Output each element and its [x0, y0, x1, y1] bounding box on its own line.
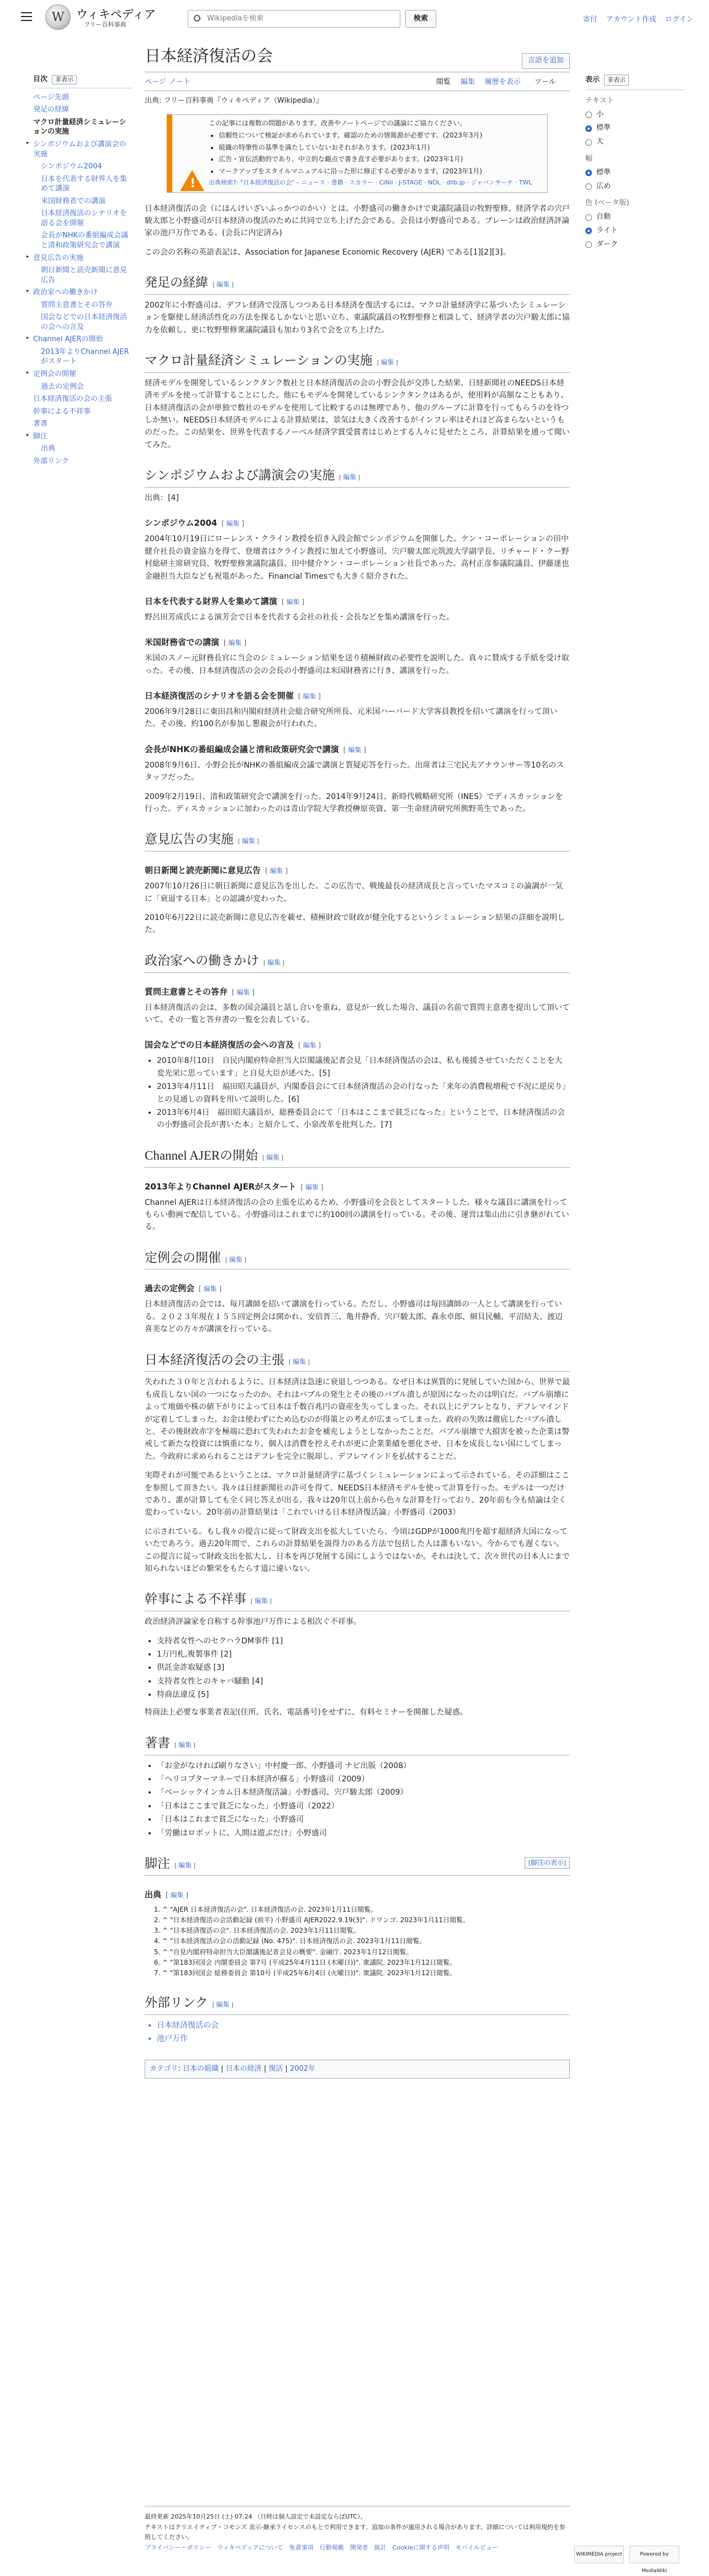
list-item: • 「労働はロボットに、人間は遊ぶだけ」小野盛司 — [157, 1827, 570, 1839]
toc-item[interactable]: ▸ 意見広告の実施 — [27, 253, 84, 262]
external-links — [157, 2019, 570, 2045]
section-paragraph: 政治経済評論家を自称する幹事池戸万作による相次ぐ不祥事。 — [145, 1617, 361, 1627]
external-link[interactable]: • 池戸万作 — [157, 2033, 570, 2045]
toc-item[interactable]: 著書 — [33, 420, 48, 429]
category-link[interactable]: 日本の経済 — [225, 2064, 262, 2073]
reference-list — [162, 1905, 570, 1979]
toc-item[interactable]: 2013年よりChannel AJERがスタート — [41, 347, 129, 366]
color-label: 色 (ベータ版) — [585, 199, 629, 208]
section-heading: 脚注 [ 編集 ] [脚注の表示] — [145, 1854, 570, 1876]
list-item: • 1万円札,複製事件 [2] — [157, 1648, 570, 1660]
subsection-heading: 出典 [ 編集 ] — [145, 1889, 189, 1900]
edit-link[interactable]: [ 編集 ] — [339, 473, 361, 482]
subsection-heading: 米国財務省での講演 [ 編集 ] — [145, 637, 247, 648]
scandal-list — [157, 1635, 570, 1701]
list-item: • 「お金がなければ刷りなさい」中村慶一郎、小野盛司 ナビ出版（2008） — [157, 1760, 570, 1772]
color-light[interactable]: ライト — [585, 225, 685, 237]
user-link[interactable]: アカウント作成 — [606, 15, 657, 24]
section-paragraph: 日本経済復活の会は、多数の国会議員と話し合いを重ね、意見が一致した場合、議員の名前で質問主意書を提出して頂いていて、その一覧と答弁書の一覧を公表している。 — [145, 1003, 570, 1024]
intro-paragraph: この会の名称の英語表記は、Association for Japanese Economic Recovery (AJER) である[1][2][3]。 — [145, 247, 511, 257]
section-paragraph: 米国のスノー元財務長官に当会のシミュレーション結果を送り積極財政の必要性を説明した。真々に賛成する手紙を受け取った。その後、日本経済復活の会の会長の小野盛司は米国財務省に行き、講演を行った。 — [145, 654, 569, 675]
section-heading: 日本経済復活の会の主張 [ 編集 ] — [145, 1350, 570, 1372]
edit-link[interactable]: [ 編集 ] — [343, 745, 366, 754]
toc-item[interactable]: ▸ Channel AJERの開始 — [27, 335, 103, 344]
edit-link[interactable]: [ 編集 ] — [174, 1741, 196, 1749]
list-item: • 供託金詐取疑惑 [3] — [157, 1662, 570, 1674]
show-notes-button[interactable]: [脚注の表示] — [525, 1857, 570, 1869]
toc-item[interactable]: 出典 — [41, 445, 56, 453]
subsection-heading: 日本を代表する財界人を集めて講演 [ 編集 ] — [145, 596, 305, 606]
issue-item: • 広告・宣伝活動的であり、中立的な観点で書き直す必要があります。(2023年1月) — [219, 154, 542, 165]
toc-item[interactable]: 米国財務省での講演 — [41, 197, 106, 205]
list-item: • 2013年6月4日 福田昭夫議員が、総務委員会にて「日本はここまで貧乏になった」ということで、日本経済復活の会の小野盛司会長が書いた本」と紹介して、小泉改革を批判した。[7] — [157, 1107, 570, 1131]
section-heading: 著書 [ 編集 ] — [145, 1733, 570, 1755]
appearance-hide-button[interactable]: 非表示 — [604, 75, 629, 86]
page-title: 日本経済復活の会 — [145, 40, 570, 72]
subsection-heading: 日本経済復活のシナリオを語る会を開催 [ 編集 ] — [145, 691, 321, 701]
article — [145, 40, 570, 2078]
edit-link[interactable]: [ 編集 ] — [199, 1285, 222, 1293]
text-size-small[interactable]: 小 — [585, 109, 685, 121]
color-auto[interactable]: 自動 — [585, 211, 685, 223]
section-heading: 意見広告の実施 [ 編集 ] — [145, 829, 570, 851]
width-standard[interactable]: 標準 — [585, 167, 685, 179]
toc-item[interactable]: 日本を代表する財界人を集めて講演 — [41, 174, 128, 193]
subsection-heading: 質問主意書とその答弁 [ 編集 ] — [145, 986, 255, 997]
tagline: フリー百科事典 — [84, 21, 126, 28]
source-note: 出典：[4] — [145, 493, 179, 502]
section-paragraph: 2008年9月6日、小野会長がNHKの番組編成会議で講演と質疑応答を行った。出席者は三宅民夫アナウンサー等10名のスタッフだった。 — [145, 760, 564, 782]
wikipedia-logo[interactable]: W — [45, 4, 71, 30]
list-item: • 「日本はこれまで貧乏になった」小野盛司 — [157, 1813, 570, 1826]
section-paragraph: 失われた３０年と言われるように、日本経済は急速に衰退しつつある。なぜ日本は異質的に発展していた国から、世界で最も成長しない国の一つになったのか。それはバブルの発生とその後のバブル潰しが原因になったのは明白だ。バブル崩壊によって地価や株の値下がりによって日本は千数百兆円の資産を失ってしまった。それ以上にデフレとなり、デフレマインドが定着してしまった。お金は使わずにため込むのが得策との考えが広まってしまった。政府の失敗は徹底したバブル潰しと、その後財政赤字を極端に恐れて失われたお金を補充しようとしなかったことだ。バブル崩壊で大損害を被った企業は警戒して新たな投資には慎重になり、個人は消費を控えそれが更に企業業績を悪化させ、日本を成長しない国にしてしまった。今政府に求められることはデフレを完全に脱却し、デフレマインドを払拭することだ。 — [145, 1378, 570, 1461]
edit-link[interactable]: [ 編集 ] — [298, 1041, 321, 1050]
section-paragraph: に示されている。もし我々の提言に従って財政支出を拡大していたら、今頃はGDPが1000兆円を超す超経済大国になっていたであろう。過去20年間で、これらの計算結果を説得力のある方法で包括した人は誰もいない。今からでも遅くない。この提言に従って財政支出を拡大し、日本を再び発展する国にしようではないか。それは決して、次々世代の日本人にまで知られないほどの繁栄をもたらす道に違いない。 — [145, 1527, 570, 1573]
external-link[interactable]: • 日本経済復活の会 — [157, 2019, 570, 2032]
toc-item[interactable]: シンポジウム2004 — [41, 162, 102, 171]
source-search-links[interactable]: 出典検索?: "日本経済復活の会" – ニュース · 書籍 · スカラー · CiNii · J-STAGE · NDL · dlib.jp · ジャパンサーチ · TWL — [209, 179, 532, 187]
list-item: • 2010年8月10日 自民内閣府特命担当大臣閣議後記者会見「日本経済復活の会は、私も後援させていただくことを大変光栄に思っています」と自見大臣が述べた。[5] — [157, 1055, 570, 1080]
from-line: 出典: フリー百科事典『ウィキペディア（Wikipedia）』 — [145, 96, 324, 105]
edit-link[interactable]: [ 編集 ] — [225, 1255, 247, 1263]
toc-item[interactable]: 日本経済復活のシナリオを語る会を開催 — [41, 209, 127, 228]
license-text: テキストはクリエイティブ・コモンズ 表示-継承ライセンスのもとで利用できます。追加の条件が適用される場合があります。詳細については利用規約を参照してください。 — [145, 2523, 565, 2541]
toc-toggle-icon[interactable]: ▸ — [27, 288, 29, 294]
subsection-heading: シンポジウム2004 [ 編集 ] — [145, 518, 245, 528]
text-size-standard[interactable]: 標準 — [585, 123, 685, 134]
categories-label[interactable]: カテゴリ — [150, 2064, 178, 2073]
reference-item[interactable]: 3. ^ "日本経済復活の会". 日本経済復活の会. 2023年1月11日閲覧。 — [162, 1926, 570, 1936]
text-size-label: テキスト — [585, 96, 614, 105]
toc-item[interactable]: 過去の定例会 — [41, 382, 84, 391]
language-button[interactable]: 言語を追加 — [522, 53, 570, 69]
list-item: • 支持者女性とのキャバ騒動 [4] — [157, 1675, 570, 1688]
tab-edit[interactable]: 編集 — [461, 77, 475, 86]
edit-link[interactable]: [ 編集 ] — [282, 597, 305, 606]
page-footer — [145, 2506, 570, 2553]
toc-item[interactable]: ページ先頭 — [33, 93, 69, 102]
section-paragraph: 2009年2月19日、清和政策研究会で講演を行った。2014年9月24日、新時代戦略研究所（INES）でディスカッションを行った。ディスカッションに加わったのは青山学院大学教授榊原英資、第一生命経済研究所熊野英生であった。 — [145, 792, 563, 814]
width-wide[interactable]: 広め — [585, 181, 685, 193]
category-link[interactable]: 2002年 — [290, 2064, 316, 2073]
section-paragraph: 2004年10月19日にローレンス・クライン教授を招き入段会館でシンポジウムを開催した。ケン・コーポレーションの田中健介社長の資金協力を得て、登壇者はクライン教授に加えて小野盛司、宍戸駿太郎元筑波大学副学長、リチャード・クー野村総研主席研究員、牧野聖修衆議院議員、田中健介ケン・コーポレーション社長であった。高村正彦参議院議員、伊藤達也金融担当大臣なども祝電があった。Financial Timesでも大きく紹介された。 — [145, 535, 569, 581]
section-paragraph: 特商法上必要な事業者表記(住所、氏名、電話番号)をせずに、有料セミナーを開催した疑惑。 — [145, 1708, 468, 1717]
tab-page[interactable]: ページ — [145, 77, 166, 86]
list-item: • 「ベーシックインカム日本経済復活論」小野盛司、宍戸駿太郎（2009） — [157, 1786, 570, 1799]
appearance-header: 表示 非表示 — [585, 75, 685, 90]
list-item: • 2013年4月11日 福田昭夫議員が、内閣委員会にて日本経済復活の会の行なった「来年の消費税増税で不況に逆戻り」との見通しの資料を用いて説明した。[6] — [157, 1081, 570, 1105]
color-dark[interactable]: ダーク — [585, 239, 685, 251]
list-item: • 特商法違反 [5] — [157, 1689, 570, 1701]
edit-link[interactable]: [ 編集 ] — [232, 988, 255, 996]
tab-read[interactable]: 閲覧 — [436, 77, 451, 86]
edit-link[interactable]: [ 編集 ] — [377, 358, 398, 367]
subsection-heading: 国会などでの日本経済復活の会への言及 [ 編集 ] — [145, 1040, 321, 1050]
edit-link[interactable]: [ 編集 ] — [238, 837, 260, 845]
user-link[interactable]: 寄付 — [583, 15, 597, 24]
section-heading: 定例会の開催 [ 編集 ] — [145, 1248, 570, 1270]
issue-item: • 組織の特筆性の基準を満たしていないおそれがあります。(2023年1月) — [219, 142, 542, 153]
toc-item[interactable]: ▸ シンポジウムおよび講演会の実施 — [27, 140, 126, 158]
section-paragraph: 2002年に小野盛司は、デフレ経済で没落しつつある日本経済を復活するには、マクロ計量経済学に基づいたシミュレーションを駆使し経済活性化の方法を探るしかないと思い立ち、東議院議員の牧野聖修と相談して、経済学者の宍戸駿太郎に協力を依頼し、更に牧野聖修衆議院議員も加わり3名で会を立ち上げた。 — [145, 300, 570, 335]
toc-item[interactable]: 幹事による不祥事 — [33, 407, 91, 416]
table-of-contents — [27, 75, 133, 469]
warning-icon — [180, 170, 204, 191]
section-paragraph: 経済モデルを開発しているシンクタンク数社と日本経済復活の会の小野会長が交渉した結果、日経新聞社のNEEDS日本経済モデルを使って計算することにした。他にもモデルを開発しているシンクタンクはあるが、使用料が高額なこともあり、日本経済復活の会が単独で数社のモデルを使用して比較するのは無理であり、他のグループに計算を行ってもらうのを待つしか無い。NEEDS日本経済モデルによる計算結果は、景気は大きく改善するがインフレ率はそれほど高まらないというものだった。この結果を、世界を代表するノーベル経済学賞受賞者はじめとする人々に見せたところ、計算結果を通って聞いてみた。 — [145, 378, 570, 449]
search-icon — [194, 15, 200, 22]
section-paragraph: 実際それが可能であるということは、マクロ計量経済学に基づくシミュレーションによって示されている。その詳細はここを参照して頂きたい。我々は日経新聞社の許可を得て、NEEDS日本経済モデルを使って計算を行った。モデルは一つだけであり、誰が計算しても全く同じ答えが出る。我々は20年以上前から色々な計算を行っており、20年前も今も結論は全く変わっていない。20年前の計算結果は「これでいける日本経済復活論」小野盛司（2003） — [145, 1471, 570, 1517]
issue-item: • マークアップをスタイルマニュアルに沿った形に修正する必要があります。(2023年1月) — [219, 166, 542, 177]
toc-item[interactable]: 外部リンク — [33, 457, 69, 466]
last-modified: 最終更新 2025年10月25日 (土) 07:24 （日時は個人設定で未設定ならばUTC）。 — [145, 2513, 367, 2520]
issues-list — [219, 130, 542, 176]
reference-item[interactable]: 1. ^ "AJER 日本経済復活の会". 日本経済復活の会. 2023年1月11日閲覧。 — [162, 1905, 570, 1915]
toc-item[interactable]: ▸ 脚注 — [27, 432, 48, 441]
toc-toggle-icon[interactable]: ▸ — [27, 253, 29, 260]
section-paragraph: Channel AJERは日本経済復活の会の主張を広めるため、小野盛司を会長としてスタートした。様々な議員に講演を行ってもらい動画で配信している。小野盛司はこれまでに約100回の講演を行っている。その後、運営は集山出に引き継がれている。 — [145, 1198, 569, 1232]
edit-link[interactable]: [ 編集 ] — [262, 1153, 284, 1161]
edit-link[interactable]: [ 編集 ] — [300, 1183, 324, 1191]
issues-box — [167, 114, 548, 192]
toc-item[interactable]: 朝日新聞と読売新聞に意見広告 — [41, 266, 128, 284]
edit-link[interactable]: [ 編集 ] — [174, 1861, 196, 1869]
tab-history[interactable]: 履歴を表示 — [485, 77, 521, 86]
toc-item[interactable]: 会長がNHKの番組編成会議と清和政策研究会で講演 — [41, 231, 129, 250]
section-paragraph: 2006年9月28日に東田昌和内閣府経済社会総合研究所所長、元米国ハーバード大学客員教授を招いて講演を行って頂いた。その後、約100名が参加し懇親会が行われた。 — [145, 707, 558, 729]
edit-link[interactable]: [ 編集 ] — [265, 867, 288, 875]
section-heading: Channel AJERの開始 [ 編集 ] — [145, 1146, 570, 1168]
section-paragraph: 日本経済復活の会では、毎月講師を招いて講演を行っている。ただし、小野盛司は毎回講師の一人として講演を行っている。２０２３年現在１５５回定例会は開かれ、安倍晋三、亀井静香、宍戸駿太郎、森永卓郎、細貝民輔、平沼結夫、渡辺喜美などの方々が講演を行っている。 — [145, 1300, 563, 1334]
reference-item[interactable]: 6. ^ "第183回国会 内閣委員会 第7号 (平成25年4月11日 (木曜日))". 衆議院. 2023年1月12日閲覧。 — [162, 1958, 570, 1968]
list-item: • 「日本はここまで貧乏になった」小野盛司（2022） — [157, 1800, 570, 1812]
footer-links[interactable]: プライバシー・ポリシー ウィキペディアについて 免責事項 行動規範 開発者 統計 Cookieに関する声明 モバイルビュー — [145, 2544, 499, 2552]
search-button[interactable]: 検索 — [405, 10, 436, 28]
section-heading: 外部リンク [ 編集 ] — [145, 1993, 570, 2015]
section-paragraph: 野呂田芳成氏による演芳会で日本を代表する会社の社長・会長などを集め講演を行った。 — [145, 612, 454, 622]
wordmark[interactable]: ウィキペディア — [76, 8, 156, 21]
section-heading: 政治家への働きかけ [ 編集 ] — [145, 951, 570, 973]
category-link[interactable]: 復活 — [268, 2064, 283, 2073]
edit-link[interactable]: [ 編集 ] — [298, 692, 321, 701]
appearance-panel — [585, 75, 685, 253]
toc-item[interactable]: マクロ計量経済シミュレーションの実施 — [33, 118, 126, 136]
section-heading: 幹事による不祥事 [ 編集 ] — [145, 1589, 570, 1611]
toc-toggle-icon[interactable]: ▸ — [27, 140, 29, 146]
subsection-heading: 2013年よりChannel AJERがスタート [ 編集 ] — [145, 1181, 324, 1192]
subsection-heading: 会長がNHKの番組編成会議と清和政策研究会で講演 [ 編集 ] — [145, 744, 366, 754]
section-heading: マクロ計量経済シミュレーションの実施 [ 編集 ] — [145, 351, 570, 373]
reference-item[interactable]: 4. ^ "日本経済復活の会の活動記録 (No. 475)". 日本経済復活の会. 2023年1月11日閲覧。 — [162, 1936, 570, 1946]
tab-tools[interactable]: ツール — [535, 77, 556, 86]
edit-link[interactable]: [ 編集 ] — [224, 639, 247, 647]
site-header — [0, 0, 709, 40]
issue-item: • 信頼性について検証が求められています。確認のための情報源が必要です。(2023年3月) — [219, 130, 542, 141]
reference-item[interactable]: 7. ^ "第183回国会 総務委員会 第10号 (平成25年6月4日 (火曜日))". 衆議院. 2023年1月12日閲覧。 — [162, 1968, 570, 1979]
toc-toggle-icon[interactable]: ▸ — [27, 369, 29, 375]
user-link[interactable]: ログイン — [665, 15, 694, 24]
edit-link[interactable]: [ 編集 ] — [221, 520, 245, 528]
list-item: • 「ヘリコプターマネーで日本経済が蘇る」小野盛司（2009） — [157, 1773, 570, 1785]
main-menu-icon[interactable] — [21, 12, 32, 21]
subsection-heading: 朝日新聞と読売新聞に意見広告 [ 編集 ] — [145, 865, 288, 876]
toc-item[interactable]: 質問主意書とその答弁 — [41, 300, 113, 309]
toc-item[interactable]: ▸ 定例会の開催 — [27, 369, 77, 378]
subsection-heading: 過去の定例会 [ 編集 ] — [145, 1283, 222, 1294]
wikimedia-badge[interactable]: WIKIMEDIA project — [574, 2546, 624, 2563]
mentions-list — [157, 1055, 570, 1131]
intro-paragraph: 日本経済復活の会（にほんけいざいふっかつのかい）とは、小野盛司の働きかけで東議院議員の牧野聖修、経済学者の宍戸駿太郎と小野盛司が日本経済の復活のために共同で立ち上げた会である。会長は小野盛司である。ブレーンは政治経済評論家の池戸万作である。(会長に内定済み) — [145, 204, 570, 238]
section-paragraph: 2010年6月22日に読売新聞に意見広告を載せ、積極財政で財政が健全化するというシミュレーション結果の詳細を説明した。 — [145, 913, 565, 935]
category-link[interactable]: 日本の組織 — [183, 2064, 219, 2073]
edit-link[interactable]: [ 編集 ] — [289, 1357, 310, 1366]
issues-intro: この記事には複数の問題があります。改善やノートページでの議論にご協力ください。 — [209, 119, 467, 128]
toc-item[interactable]: 国会などでの日本経済復活の会への言及 — [41, 313, 128, 331]
toc-toggle-icon[interactable]: ▸ — [27, 432, 29, 438]
user-links — [574, 14, 694, 26]
list-item: • 支持者女性へのセクハラDM事件 [1] — [157, 1635, 570, 1647]
mediawiki-badge[interactable]: Powered by MediaWiki — [629, 2546, 679, 2563]
reference-item[interactable]: 5. ^ "自見内閣府特命担当大臣閣議後記者会見の概要". 金融庁. 2023年1月12日閲覧。 — [162, 1947, 570, 1958]
category-box: カテゴリ: 日本の組織 | 日本の経済 | 復活 | 2002年 — [145, 2060, 570, 2079]
section-heading: シンポジウムおよび講演会の実施 [ 編集 ] — [145, 466, 570, 488]
edit-link[interactable]: [ 編集 ] — [251, 1597, 272, 1605]
toc-item[interactable]: 日本経済復活の会の主張 — [33, 395, 113, 404]
section-heading: 発足の経緯 [ 編集 ] — [145, 273, 570, 295]
toc-hide-button[interactable]: 非表示 — [52, 75, 77, 84]
tab-talk[interactable]: ノート — [169, 77, 191, 86]
toc-item[interactable]: ▸ 政治家への働きかけ — [27, 288, 98, 297]
toc-item[interactable]: 発足の経緯 — [33, 105, 70, 114]
reference-item[interactable]: 2. ^ "日本経済復活の会活動記録 (前半) 小野盛司 AJER2022.9.19(3)". ドワンゴ. 2023年1月11日閲覧。 — [162, 1915, 570, 1926]
toc-header: 目次 非表示 — [33, 75, 133, 88]
section-paragraph: 2007年10月26日に朝日新聞に意見広告を出した。この広告で、戦後最長の経済成長と言っていたマスコミの論調が一気に「衰退する日本」との認識が変わった。 — [145, 882, 563, 903]
page-tabs — [145, 72, 570, 91]
edit-link[interactable]: [ 編集 ] — [213, 281, 234, 289]
width-label: 幅 — [585, 154, 593, 163]
edit-link[interactable]: [ 編集 ] — [212, 2001, 234, 2009]
search-input[interactable]: Wikipediaを検索 — [188, 10, 400, 28]
toc-toggle-icon[interactable]: ▸ — [27, 335, 29, 341]
books-list — [157, 1760, 570, 1839]
edit-link[interactable]: [ 編集 ] — [263, 958, 285, 966]
text-size-large[interactable]: 大 — [585, 136, 685, 148]
edit-link[interactable]: [ 編集 ] — [166, 1891, 189, 1899]
